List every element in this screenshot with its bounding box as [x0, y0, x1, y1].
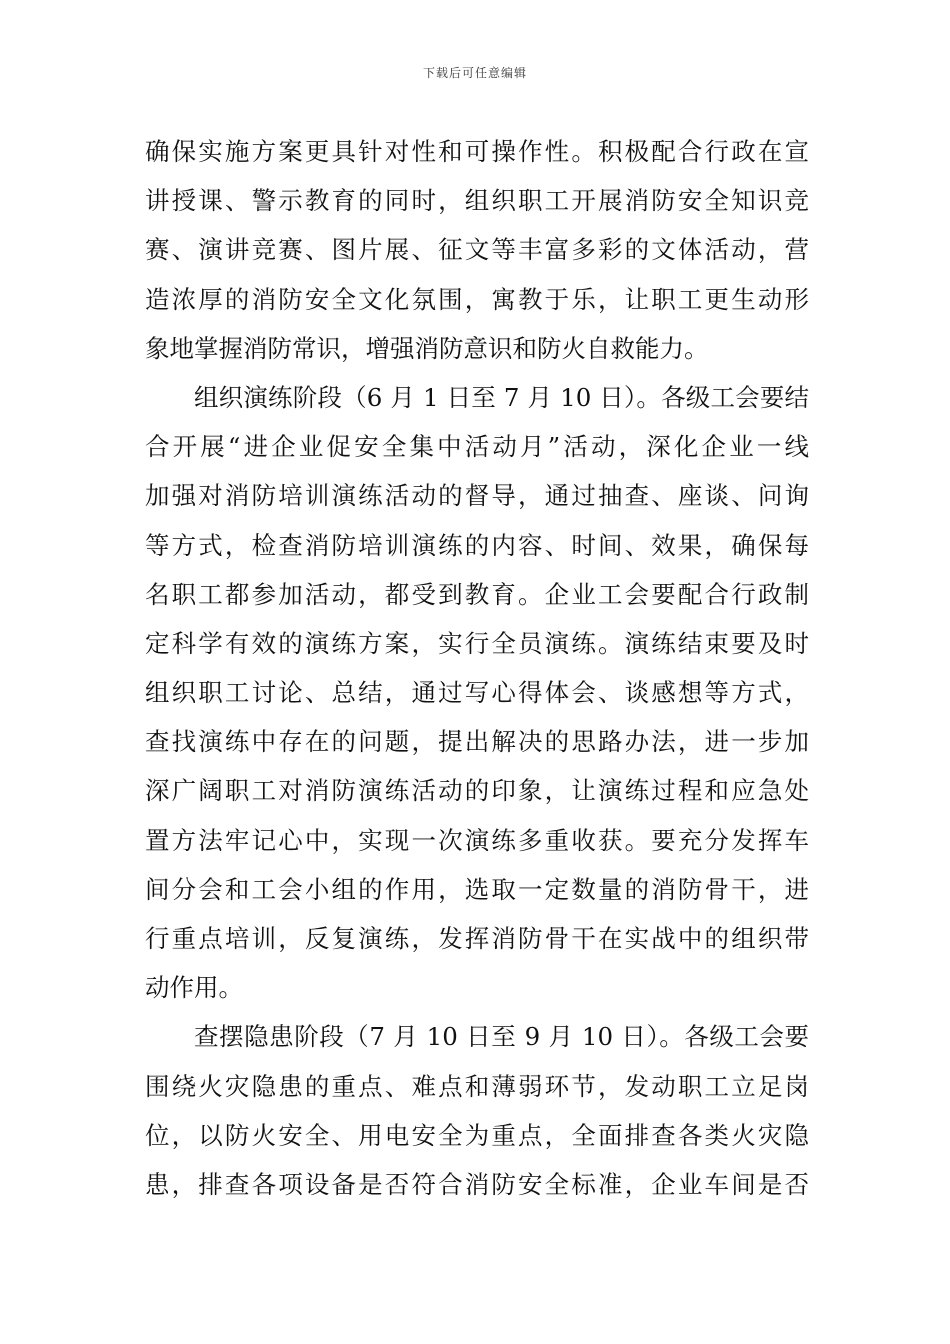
text-line: 动作用。: [145, 973, 243, 1003]
text-line: 深广阔职工对消防演练活动的印象，让演练过程和应急处: [145, 776, 809, 806]
paragraph: [145, 373, 809, 1012]
text-line: 查找演练中存在的问题，提出解决的思路办法，进一步加: [145, 727, 809, 757]
text-line: 赛、演讲竞赛、图片展、征文等丰富多彩的文体活动，营: [145, 235, 809, 265]
text-line: 置方法牢记心中，实现一次演练多重收获。要充分发挥车: [145, 825, 809, 855]
text-line: 象地掌握消防常识，增强消防意识和防火自救能力。: [145, 333, 709, 363]
text-line: 位，以防火安全、用电安全为重点，全面排查各类火灾隐: [145, 1120, 809, 1150]
text-line: 查摆隐患阶段（7 月 10 日至 9 月 10 日）。各级工会要: [194, 1022, 809, 1052]
text-line: 讲授课、警示教育的同时，组织职工开展消防安全知识竞: [145, 186, 809, 216]
text-line: 间分会和工会小组的作用，选取一定数量的消防骨干，进: [145, 874, 809, 904]
text-line: 合开展“进企业促安全集中活动月”活动，深化企业一线: [145, 432, 809, 462]
paragraph: [145, 127, 809, 373]
text-line: 行重点培训，反复演练，发挥消防骨干在实战中的组织带: [145, 924, 809, 953]
text-line: 定科学有效的演练方案，实行全员演练。演练结束要及时: [145, 628, 809, 658]
document-body: [145, 127, 809, 1209]
text-line: 组织演练阶段（6 月 1 日至 7 月 10 日）。各级工会要结: [194, 382, 809, 412]
text-line: 组织职工讨论、总结，通过写心得体会、谈感想等方式，: [145, 678, 809, 708]
paragraph: [145, 1012, 809, 1209]
page-header: 下载后可任意编辑: [422, 66, 527, 80]
text-line: 造浓厚的消防安全文化氛围，寓教于乐，让职工更生动形: [145, 284, 809, 314]
text-line: 患，排查各项设备是否符合消防安全标准，企业车间是否: [145, 1169, 809, 1199]
text-line: 确保实施方案更具针对性和可操作性。积极配合行政在宣: [145, 137, 809, 166]
text-line: 等方式，检查消防培训演练的内容、时间、效果，确保每: [145, 530, 809, 560]
text-line: 名职工都参加活动，都受到教育。企业工会要配合行政制: [145, 579, 809, 609]
text-line: 围绕火灾隐患的重点、难点和薄弱环节，发动职工立足岗: [145, 1071, 809, 1101]
text-line: 加强对消防培训演练活动的督导，通过抽查、座谈、问询: [145, 481, 809, 511]
